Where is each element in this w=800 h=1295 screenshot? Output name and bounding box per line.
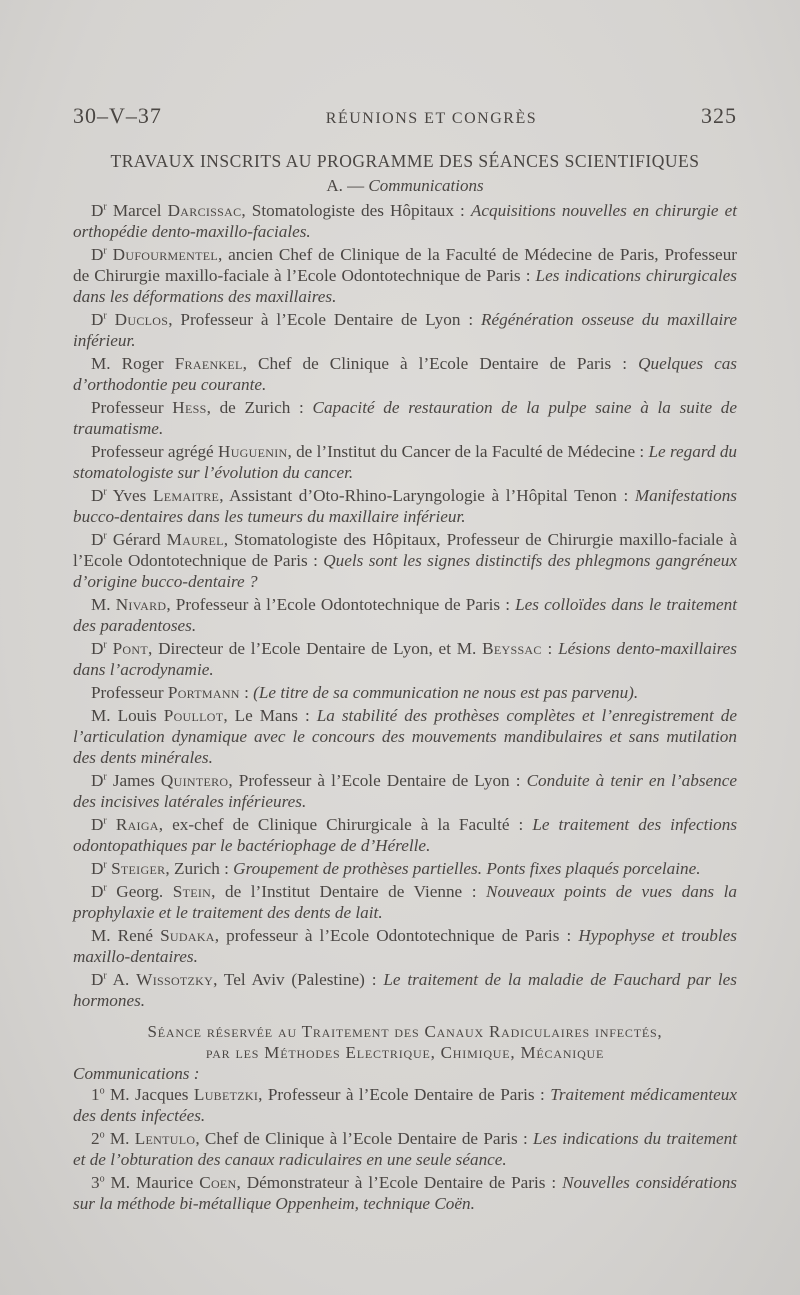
author-affiliation: , ex-chef de Clinique Chirurgicale à la Faculté : bbox=[158, 815, 533, 834]
author-honorific: D bbox=[91, 245, 104, 264]
author-first-name bbox=[164, 398, 173, 417]
ordinal-superscript: o bbox=[99, 1129, 105, 1141]
session-communication-entry bbox=[73, 1128, 737, 1170]
author-honorific: Professeur bbox=[91, 398, 164, 417]
author-surname: Stein bbox=[172, 882, 212, 901]
running-head bbox=[73, 103, 737, 129]
honorific-superscript: r bbox=[103, 970, 107, 982]
author-surname: Lemaitre bbox=[152, 486, 220, 505]
author-first-name bbox=[107, 815, 116, 834]
ordinal-superscript: o bbox=[99, 1085, 105, 1097]
communication-title: Nouveaux points de vues dans la prophylaxie et le traitement des dents de lait. bbox=[73, 882, 737, 922]
communication-title: Quelques cas d’orthodontie peu courante. bbox=[73, 354, 737, 394]
communications-list bbox=[73, 200, 737, 1011]
author-surname: Fraenkel bbox=[174, 354, 243, 373]
author-honorific: M. bbox=[91, 354, 111, 373]
communication-entry bbox=[73, 969, 737, 1011]
communication-entry bbox=[73, 814, 737, 856]
communication-entry bbox=[73, 485, 737, 527]
author-honorific: D bbox=[91, 639, 104, 658]
author-surname: Hess bbox=[172, 398, 207, 417]
coauthor-affiliation: : bbox=[541, 639, 559, 658]
author-affiliation: , Professeur à l’Ecole Dentaire de Lyon : bbox=[168, 310, 481, 329]
author-surname: Dufourmentel bbox=[112, 245, 218, 264]
communication-entry bbox=[73, 705, 737, 768]
communication-title: Les indications du traitement et de l’obturation des canaux radiculaires en une seule séance. bbox=[73, 1129, 737, 1169]
entry-number: 3 bbox=[91, 1173, 100, 1192]
author-affiliation: , Démonstrateur à l’Ecole Dentaire de Paris : bbox=[236, 1173, 563, 1192]
author-affiliation: , Professeur à l’Ecole Odontotechnique de Paris : bbox=[166, 595, 516, 614]
communication-entry bbox=[73, 638, 737, 680]
ordinal-superscript: o bbox=[99, 1173, 105, 1185]
author-affiliation: , Tel Aviv (Palestine) : bbox=[213, 970, 384, 989]
author-first-name: René bbox=[110, 926, 161, 945]
communication-entry bbox=[73, 397, 737, 439]
author-affiliation: , Stomatologiste des Hôpitaux : bbox=[241, 201, 471, 220]
author-affiliation: , Chef de Clinique à l’Ecole Dentaire de Paris : bbox=[195, 1129, 534, 1148]
author-honorific: M. bbox=[91, 926, 111, 945]
author-affiliation: , Zurich : bbox=[165, 859, 234, 878]
author-affiliation: , Stomatologiste des Hôpitaux, Professeur de Chirurgie maxillo-faciale à l’Ecole Odontotechnique de Paris : bbox=[73, 530, 737, 570]
honorific-superscript: r bbox=[103, 310, 107, 322]
author-first-name: James bbox=[106, 771, 161, 790]
author-affiliation: , Professeur à l’Ecole Dentaire de Lyon : bbox=[228, 771, 527, 790]
author-honorific: D bbox=[91, 771, 104, 790]
communication-title: Manifestations bucco-dentaires dans les tumeurs du maxillaire inférieur. bbox=[73, 486, 737, 526]
honorific-superscript: r bbox=[103, 815, 107, 827]
author-honorific: M. bbox=[91, 706, 111, 725]
communication-title: Groupement de prothèses partielles. Ponts fixes plaqués porcelaine. bbox=[233, 859, 701, 878]
honorific-superscript: r bbox=[103, 530, 107, 542]
author-first-name: Georg. bbox=[106, 882, 173, 901]
running-title: RÉUNIONS ET CONGRÈS bbox=[325, 110, 538, 127]
author-affiliation: , de l’Institut Dentaire de Vienne : bbox=[211, 882, 487, 901]
author-surname: Portmann bbox=[167, 683, 240, 702]
honorific-superscript: r bbox=[103, 859, 107, 871]
author-honorific: Professeur agrégé bbox=[91, 442, 214, 461]
author-surname: Lentulo bbox=[134, 1129, 196, 1148]
author-affiliation: , de Zurich : bbox=[206, 398, 313, 417]
communication-title: Conduite à tenir en l’absence des incisives latérales inférieures. bbox=[73, 771, 737, 811]
author-surname: Maurel bbox=[166, 530, 224, 549]
author-affiliation: , Directeur de l’Ecole Dentaire de Lyon, et M. bbox=[147, 639, 483, 658]
author-affiliation: : bbox=[239, 683, 254, 702]
author-surname: Pont bbox=[112, 639, 148, 658]
author-surname: Steiger bbox=[111, 859, 166, 878]
author-honorific: D bbox=[91, 815, 104, 834]
communication-entry bbox=[73, 770, 737, 812]
communication-title: Nouvelles considérations sur la méthode bi-métallique Oppenheim, technique Coën. bbox=[73, 1173, 737, 1213]
author-first-name: Louis bbox=[110, 706, 164, 725]
author-surname: Lubetzki bbox=[193, 1085, 259, 1104]
communication-entry bbox=[73, 858, 737, 879]
communication-entry bbox=[73, 594, 737, 636]
author-honorific: D bbox=[91, 530, 104, 549]
author-honorific: D bbox=[91, 310, 104, 329]
honorific-superscript: r bbox=[103, 639, 107, 651]
session-communication-entry bbox=[73, 1172, 737, 1214]
author-honorific: D bbox=[91, 970, 104, 989]
communication-entry bbox=[73, 881, 737, 923]
session-title-line-1: Séance réservée au Traitement des Canaux Radiculaires infectés, bbox=[147, 1022, 663, 1041]
communication-entry bbox=[73, 244, 737, 307]
issue-date: 30–V–37 bbox=[73, 103, 162, 128]
author-affiliation: , ancien Chef de Clinique de la Faculté de Médecine de Paris, Professeur de Chirurgie maxillo-faciale à l’Ecole Odontotechnique de Paris : bbox=[73, 245, 738, 285]
author-affiliation: , de l’Institut du Cancer de la Faculté de Médecine : bbox=[287, 442, 649, 461]
author-surname: Sudaka bbox=[160, 926, 215, 945]
communication-title: Le regard du stomatologiste sur l’évolution du cancer. bbox=[73, 442, 738, 482]
communication-title: Capacité de restauration de la pulpe saine à la suite de traumatisme. bbox=[73, 398, 738, 438]
entry-number: 2 bbox=[91, 1129, 100, 1148]
author-surname: Coen bbox=[199, 1173, 237, 1192]
communication-title: Hypophyse et troubles maxillo-dentaires. bbox=[73, 926, 737, 966]
communication-title: Le traitement des infections odontopathiques par le bactériophage de d’Hérelle. bbox=[73, 815, 738, 855]
author-honorific: Professeur bbox=[91, 683, 164, 702]
communication-title: (Le titre de sa communication ne nous est pas parvenu). bbox=[253, 683, 639, 702]
session-communication-entry bbox=[73, 1084, 737, 1126]
communication-title: Les indications chirurgicales dans les déformations des maxillaires. bbox=[73, 266, 737, 306]
honorific-superscript: r bbox=[103, 486, 107, 498]
honorific-superscript: r bbox=[103, 882, 107, 894]
author-first-name: Gérard bbox=[106, 530, 167, 549]
communication-title: Traitement médicamenteux des dents infectées. bbox=[73, 1085, 738, 1125]
author-surname: Huguenin bbox=[218, 442, 288, 461]
communication-entry bbox=[73, 441, 737, 483]
session-communications-list bbox=[73, 1084, 737, 1214]
author-first-name: Roger bbox=[110, 354, 175, 373]
session-title-line-2: par les Méthodes Electrique, Chimique, Mécanique bbox=[205, 1043, 605, 1062]
author-affiliation: , Assistant d’Oto-Rhino-Laryngologie à l’Hôpital Tenon : bbox=[219, 486, 635, 505]
communication-entry bbox=[73, 925, 737, 967]
author-first-name bbox=[107, 310, 115, 329]
subsection-title: Communications bbox=[368, 176, 484, 195]
author-surname: Wissotzky bbox=[136, 970, 214, 989]
communication-title: Régénération osseuse du maxillaire inférieur. bbox=[73, 310, 737, 350]
section-title: TRAVAUX INSCRITS AU PROGRAMME DES SÉANCES SCIENTIFIQUES bbox=[110, 151, 700, 171]
author-honorific: D bbox=[91, 859, 104, 878]
communication-entry bbox=[73, 353, 737, 395]
honorific-superscript: r bbox=[103, 771, 107, 783]
page-number: 325 bbox=[701, 103, 737, 128]
author-surname: Darcissac bbox=[167, 201, 242, 220]
author-honorific: D bbox=[91, 486, 104, 505]
author-affiliation: , professeur à l’Ecole Odontotechnique de Paris : bbox=[214, 926, 579, 945]
author-honorific: D bbox=[91, 882, 104, 901]
honorific-superscript: r bbox=[103, 201, 107, 213]
author-surname: Raiga bbox=[115, 815, 159, 834]
subsection-prefix: A. — bbox=[326, 176, 369, 195]
communication-entry bbox=[73, 200, 737, 242]
author-surname: Poullot bbox=[163, 706, 224, 725]
author-surname: Duclos bbox=[114, 310, 169, 329]
communication-title: La stabilité des prothèses complètes et l’enregistrement de l’articulation dynamique avec le concours des mouvements mandibulaires et sans mutilation des dents minérales. bbox=[73, 706, 737, 767]
author-first-name: Yves bbox=[106, 486, 153, 505]
author-first-name: M. Jacques bbox=[104, 1085, 194, 1104]
communication-entry bbox=[73, 682, 737, 703]
communication-title: Le traitement de la maladie de Fauchard par les hormones. bbox=[73, 970, 737, 1010]
author-surname: Quintero bbox=[160, 771, 229, 790]
author-first-name: A. bbox=[106, 970, 137, 989]
communication-entry bbox=[73, 309, 737, 351]
author-affiliation: , Le Mans : bbox=[223, 706, 317, 725]
communication-title: Lésions dento-maxillaires dans l’acrodynamie. bbox=[73, 639, 737, 679]
author-affiliation: , Chef de Clinique à l’Ecole Dentaire de Paris : bbox=[242, 354, 639, 373]
communication-title: Quels sont les signes distinctifs des phlegmons gangréneux d’origine bucco-dentaire ? bbox=[73, 551, 738, 591]
communication-title: Acquisitions nouvelles en chirurgie et orthopédie dento-maxillo-faciales. bbox=[73, 201, 738, 241]
honorific-superscript: r bbox=[103, 245, 107, 257]
subsection-heading bbox=[73, 174, 737, 198]
author-surname: Nivard bbox=[115, 595, 167, 614]
entry-number: 1 bbox=[91, 1085, 100, 1104]
communication-entry bbox=[73, 529, 737, 592]
article-body bbox=[73, 148, 737, 1216]
author-first-name: Marcel bbox=[106, 201, 168, 220]
coauthor-surname: Beyssac bbox=[482, 639, 542, 658]
communication-title: Les colloïdes dans le traitement des paradentoses. bbox=[73, 595, 737, 635]
author-first-name: M. Maurice bbox=[104, 1173, 200, 1192]
author-honorific: D bbox=[91, 201, 104, 220]
session-communications-label: Communications : bbox=[73, 1064, 200, 1083]
author-honorific: M. bbox=[91, 595, 111, 614]
author-affiliation: , Professeur à l’Ecole Dentaire de Paris : bbox=[258, 1085, 551, 1104]
author-first-name: M. bbox=[104, 1129, 135, 1148]
